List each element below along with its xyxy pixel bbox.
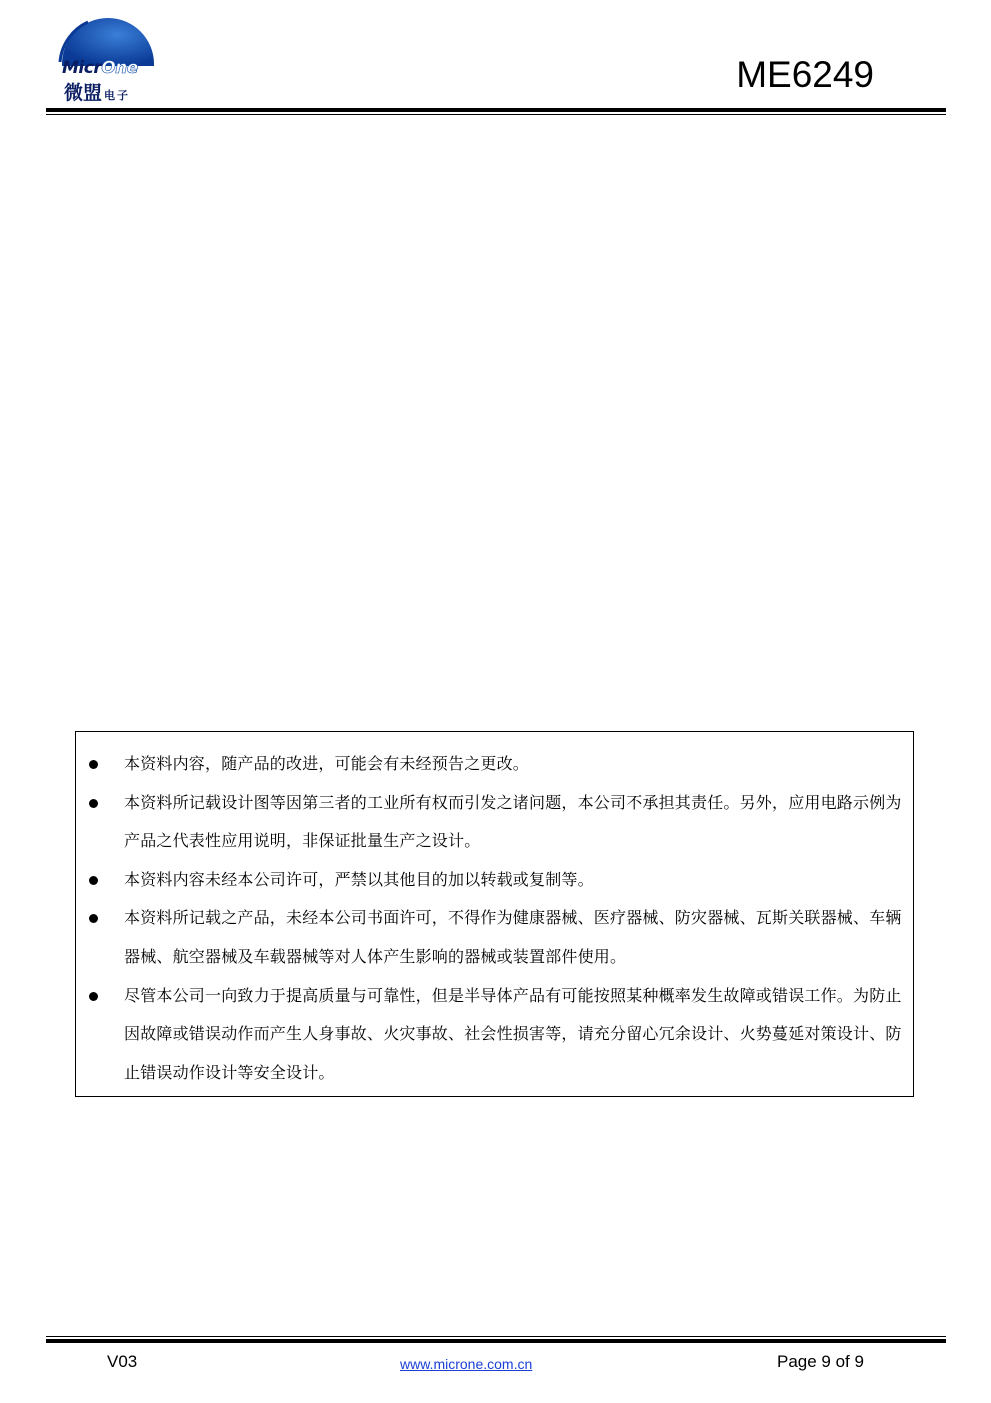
footer-rule-thin [46, 1336, 946, 1337]
footer-version: V03 [107, 1352, 138, 1371]
disclaimer-item [76, 977, 913, 1093]
company-logo [58, 16, 158, 106]
part-number-title: ME6249 [736, 54, 874, 95]
disclaimer-text: 本资料所记载设计图等因第三者的工业所有权而引发之诸问题，本公司不承担其责任。另外，应用电路示例为产品之代表性应用说明，非保证批量生产之设计。 [124, 792, 902, 851]
logo-chinese-suffix: 电子 [104, 89, 131, 102]
disclaimer-text: 本资料所记载之产品，未经本公司书面许可，不得作为健康器械、医疗器械、防灾器械、瓦斯关联器械、车辆器械、航空器械及车载器械等对人体产生影响的器械或装置部件使用。 [124, 908, 902, 966]
footer-page-number: Page 9 of 9 [777, 1352, 864, 1371]
logo-brand-text [62, 58, 138, 78]
logo-brand-right: One [101, 58, 138, 78]
disclaimer-item [76, 861, 913, 900]
logo-chinese-main: 微盟 [64, 82, 103, 104]
disclaimer-list [76, 732, 913, 1092]
logo-brand-left: Micr [62, 58, 102, 78]
bullet-icon [89, 760, 98, 769]
disclaimer-text: 尽管本公司一向致力于提高质量与可靠性，但是半导体产品有可能按照某种概率发生故障或错误工作。为防止因故障或错误动作而产生人身事故、火灾事故、社会性损害等，请充分留心冗余设计、火势蔓延对策设计、防止错误动作设计等安全设计。 [124, 985, 902, 1082]
disclaimer-text: 本资料内容，随产品的改进，可能会有未经预告之更改。 [124, 754, 530, 773]
bullet-icon [89, 914, 98, 923]
disclaimer-box [75, 731, 914, 1097]
disclaimer-item [76, 784, 913, 861]
disclaimer-text: 本资料内容未经本公司许可，严禁以其他目的加以转载或复制等。 [124, 869, 594, 889]
bullet-icon [89, 799, 98, 808]
bullet-icon [89, 992, 98, 1001]
header-rule-thick [46, 108, 946, 112]
logo-chinese-name [64, 78, 130, 105]
disclaimer-item [76, 745, 913, 784]
footer-rule-thick [46, 1339, 946, 1343]
footer-website-link[interactable]: www.microne.com.cn [400, 1356, 533, 1372]
header-rule-thin [46, 114, 946, 115]
bullet-icon [89, 876, 98, 885]
disclaimer-item [76, 899, 913, 976]
